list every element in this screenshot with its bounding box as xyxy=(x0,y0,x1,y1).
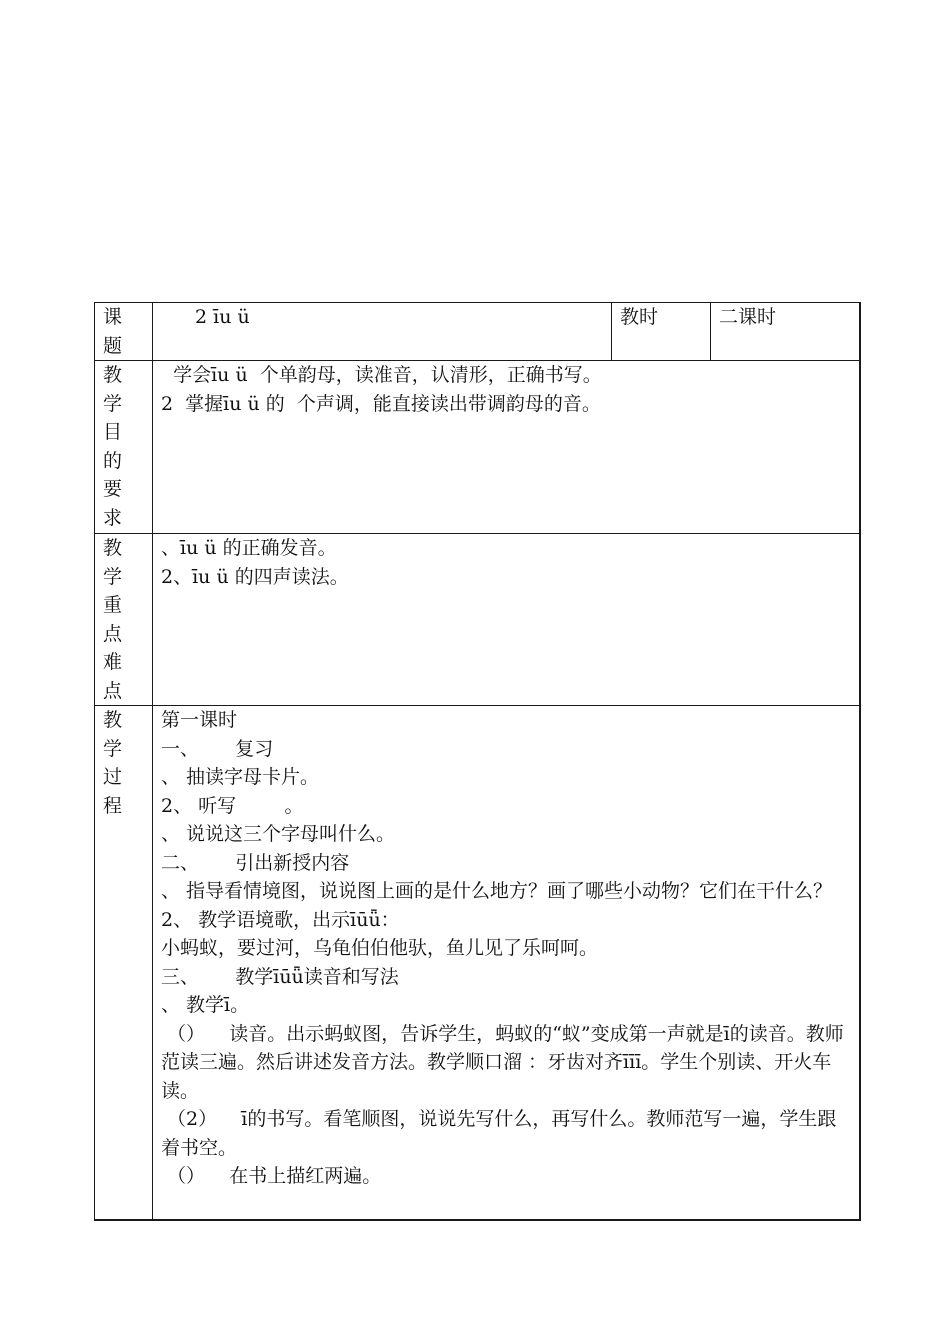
objective-line: 2 掌握īu ü 的 个声调，能直接读出带调韵母的音。 xyxy=(161,392,601,415)
process-row xyxy=(95,706,860,1220)
key-points-label-cell xyxy=(95,534,153,706)
objectives-row xyxy=(95,361,860,534)
topic-label-cell xyxy=(95,303,153,361)
objectives-label: 教学目的要求 xyxy=(103,364,123,529)
topic-label: 课题 xyxy=(103,306,123,357)
process-line: 第一课时 xyxy=(161,709,238,731)
topic-value: 2 īu ü xyxy=(195,306,250,328)
key-points-row xyxy=(95,534,860,706)
process-line: （） 读音。出示蚂蚁图，告诉学生，蚂蚁的“蚁”变成第一声就是ī的读音。教师范读三遍。然后讲述发音方法。教学顺口溜 ：牙齿对齐īīī。学生个别读、开火车读。 xyxy=(161,1022,844,1102)
topic-row xyxy=(95,303,860,361)
objective-line: 学会īu ü 个单韵母，读准音，认清形，正确书写。 xyxy=(161,364,602,386)
objectives-label-cell xyxy=(95,361,153,534)
key-point-line: 2、īu ü 的四声读法。 xyxy=(161,565,349,588)
process-label: 教学过程 xyxy=(103,709,123,817)
process-line: 、 指导看情境图，说说图上画的是什么地方？画了哪些小动物？它们在干什么？ xyxy=(161,880,833,902)
process-line: 2、 听写 。 xyxy=(161,794,304,817)
process-label-cell xyxy=(95,706,153,1220)
process-cell xyxy=(153,706,860,1220)
process-line: （） 在书上描红两遍。 xyxy=(161,1165,382,1187)
periods-cell xyxy=(711,303,860,361)
periods-value: 二课时 xyxy=(719,306,777,328)
key-point-line: 、īu ü 的正确发音。 xyxy=(161,537,337,559)
objectives-cell xyxy=(153,361,860,534)
periods-label: 教时 xyxy=(620,306,659,328)
periods-label-cell xyxy=(612,303,711,361)
key-points-cell xyxy=(153,534,860,706)
topic-cell xyxy=(153,303,612,361)
process-line: （2） ī的书写。看笔顺图，说说先写什么，再写什么。教师范写一遍，学生跟着书空。 xyxy=(161,1108,837,1159)
process-line: 二、 引出新授内容 xyxy=(161,851,350,874)
key-points-label: 教学重点难点 xyxy=(103,537,123,702)
process-line: 、 说说这三个字母叫什么。 xyxy=(161,823,396,845)
lesson-plan-table xyxy=(94,302,861,1221)
process-line: 、 抽读字母卡片。 xyxy=(161,766,320,788)
process-line: 、 教学ī。 xyxy=(161,994,250,1016)
process-line: 三、 教学īūǖ读音和写法 xyxy=(161,965,399,988)
process-line: 小蚂蚁，要过河，乌龟伯伯他驮，鱼儿见了乐呵呵。 xyxy=(161,937,599,959)
process-line: 一、 复习 xyxy=(161,737,274,760)
process-line: 2、 教学语境歌，出示īūǖ： xyxy=(161,908,400,931)
